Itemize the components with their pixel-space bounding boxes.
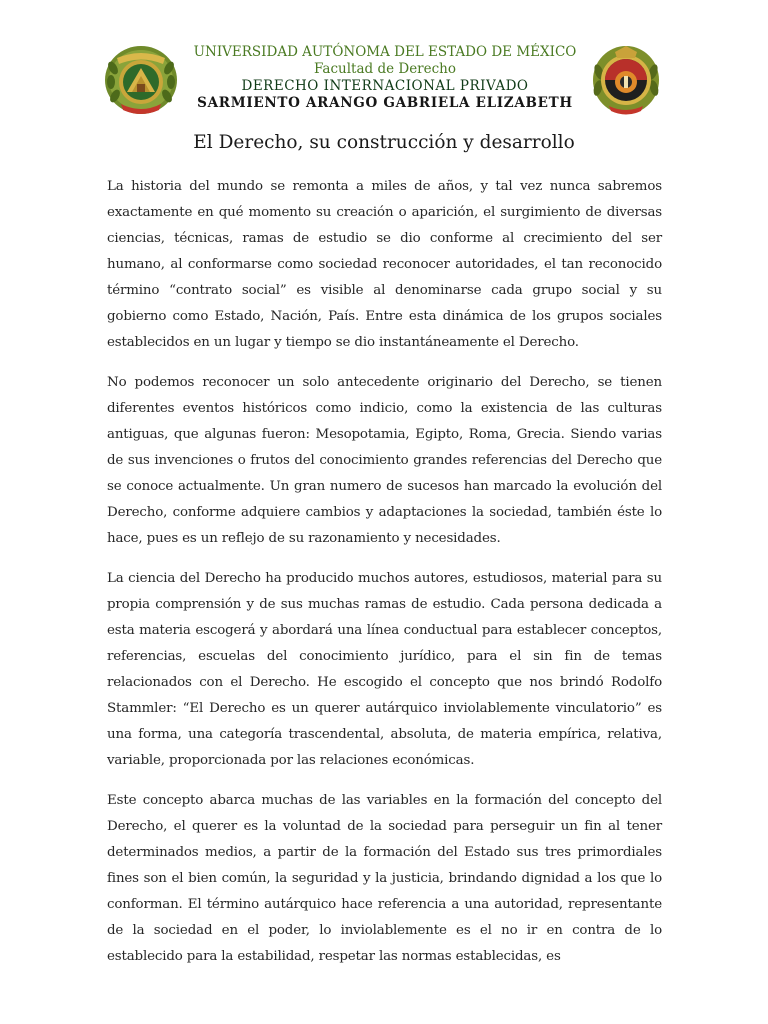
paragraph: No podemos reconocer un solo antecedente originario del Derecho, se tienen diferentes eventos históricos como indicio, como la existencia de las culturas antiguas, que algunas fueron: Mesopotamia, Egipto, Roma, Grecia. Siendo varias de sus invenciones o frutos del conocimiento grandes referencias del Derecho que se conoce actualmente. Un gran numero de sucesos han marcado la evolución del Derecho, conforme adquiere cambios y adaptaciones la sociedad, también éste lo hace, pues es un reflejo de su razonamiento y necesidades. bbox=[107, 375, 662, 546]
university-name: UNIVERSIDAD AUTÓNOMA DEL ESTADO DE MÉXICO bbox=[193, 44, 577, 60]
document-header bbox=[0, 40, 768, 120]
student-name: SARMIENTO ARANGO GABRIELA ELIZABETH bbox=[197, 95, 573, 111]
faculty-name: Facultad de Derecho bbox=[313, 61, 457, 77]
document-body bbox=[107, 174, 662, 984]
document-title: El Derecho, su construcción y desarrollo bbox=[193, 132, 575, 153]
paragraph: Este concepto abarca muchas de las variables en la formación del concepto del Derecho, el querer es la voluntad de la sociedad para perseguir un fin al tener determinados medios, a partir de la formación del Estado sus tres primordiales fines son el bien común, la seguridad y la justicia, brindando dignidad a los que lo conforman. El término autárquico hace referencia a una autoridad, representante de la sociedad en el poder, lo inviolablemente es el no ir en contra de lo establecido para la estabilidad, respetar las normas establecidas, es bbox=[107, 793, 662, 964]
header-text-block bbox=[170, 44, 600, 112]
paragraph: La ciencia del Derecho ha producido muchos autores, estudiosos, material para su propia comprensión y de sus muchas ramas de estudio. Cada persona dedicada a esta materia escogerá y abordará una línea conductual para establecer conceptos, referencias, escuelas del conocimiento jurídico, para el sin fin de temas relacionados con el Derecho. He escogido el concepto que nos brindó Rodolfo Stammler: “El Derecho es un querer autárquico inviolablemente vinculatorio” es una forma, una categoría trascendental, absoluta, de materia empírica, relativa, variable, proporcionada por las relaciones económicas. bbox=[107, 571, 662, 768]
faculty-crest-icon bbox=[591, 44, 661, 116]
course-name: DERECHO INTERNACIONAL PRIVADO bbox=[241, 78, 529, 94]
university-crest-icon bbox=[103, 44, 179, 116]
paragraph: La historia del mundo se remonta a miles de años, y tal vez nunca sabremos exactamente en qué momento su creación o aparición, el surgimiento de diversas ciencias, técnicas, ramas de estudio se dio conforme al crecimiento del ser humano, al conformarse como sociedad reconocer autoridades, el tan reconocido término “contrato social” es visible al denominarse cada grupo social y su gobierno como Estado, Nación, País. Entre esta dinámica de los grupos sociales establecidos en un lugar y tiempo se dio instantáneamente el Derecho. bbox=[107, 179, 662, 350]
